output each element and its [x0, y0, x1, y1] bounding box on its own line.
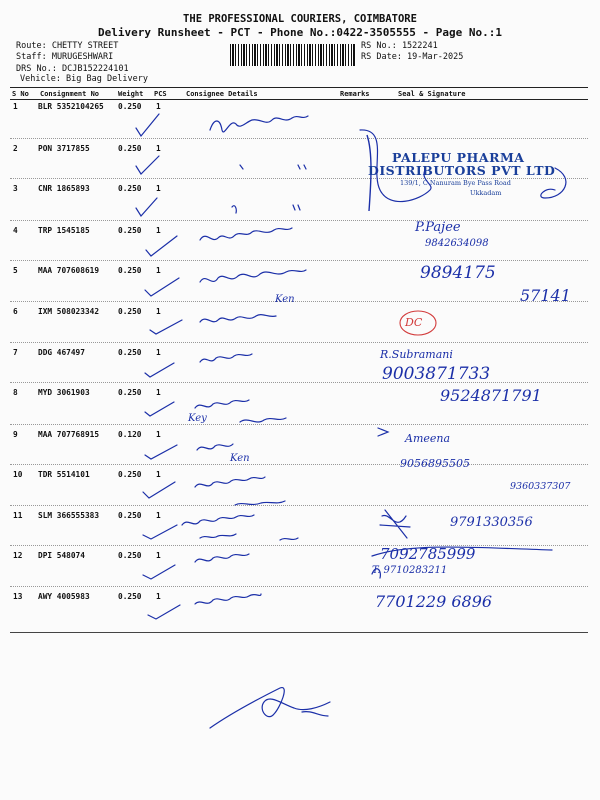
- row-pcs: 1: [156, 307, 161, 316]
- rs-date: RS Date: 19-Mar-2025: [361, 52, 464, 62]
- row-weight: 0.250: [118, 388, 142, 397]
- seal-phone-4: 9842634098: [425, 238, 489, 249]
- row-weight: 0.250: [118, 144, 142, 153]
- stamp-company-line1: PALEPU PHARMA: [392, 150, 525, 165]
- row-weight: 0.250: [118, 470, 142, 479]
- row-weight: 0.120: [118, 430, 142, 439]
- row-sno: 6: [13, 307, 18, 316]
- tick-mark: [145, 445, 177, 459]
- tick-mark: [146, 236, 177, 256]
- row-sno: 7: [13, 348, 18, 357]
- seal-phone-9: 9056895505: [400, 457, 470, 470]
- tick-mark: [145, 278, 179, 296]
- row-sno: 12: [13, 551, 23, 560]
- row-sno: 1: [13, 102, 18, 111]
- row-sno: 4: [13, 226, 18, 235]
- tick-mark: [143, 482, 175, 498]
- row-pcs: 1: [156, 511, 161, 520]
- row-consignment-no: DPI 548074: [38, 551, 85, 560]
- row-pcs: 1: [156, 430, 161, 439]
- seal-phone-10: 9360337307: [510, 481, 571, 492]
- row-pcs: 1: [156, 266, 161, 275]
- row-pcs: 1: [156, 551, 161, 560]
- stamp-city: Ukkadam: [470, 189, 502, 197]
- tick-mark: [145, 363, 174, 377]
- tick-mark: [136, 156, 159, 174]
- tick-mark: [143, 565, 175, 579]
- row-pcs: 1: [156, 348, 161, 357]
- col-seal: Seal & Signature: [398, 90, 466, 98]
- tick-mark: [145, 402, 174, 416]
- seal-phone-13: 7701229 6896: [375, 592, 493, 611]
- col-remarks: Remarks: [340, 90, 370, 98]
- seal-phone-5: 9894175: [420, 263, 496, 283]
- rs-number: RS No.: 1522241: [361, 41, 438, 51]
- row-sno: 5: [13, 266, 18, 275]
- row-consignment-no: TRP 1545185: [38, 226, 90, 235]
- row-consignment-no: DDG 467497: [38, 348, 85, 357]
- seal-phone-11: 9791330356: [450, 515, 533, 530]
- tick-mark: [136, 114, 159, 136]
- row-sno: 11: [13, 511, 23, 520]
- row-sno: 9: [13, 430, 18, 439]
- row-consignment-no: PON 3717855: [38, 144, 90, 153]
- row-sno: 3: [13, 184, 18, 193]
- seal-name-7: R.Subramani: [380, 348, 453, 361]
- seal-name-9: Ameena: [405, 432, 451, 445]
- row-pcs: 1: [156, 592, 161, 601]
- stamp-company-line2: DISTRIBUTORS PVT LTD: [368, 163, 556, 178]
- dc-mark: DC: [405, 316, 423, 329]
- tick-mark: [148, 605, 180, 619]
- row-pcs: 1: [156, 388, 161, 397]
- row-consignment-no: SLM 366555383: [38, 511, 100, 520]
- seal-code-5: 57141: [520, 286, 571, 305]
- col-sno: S No: [12, 90, 29, 98]
- row-consignment-no: TDR 5514101: [38, 470, 90, 479]
- company-title: THE PROFESSIONAL COURIERS, COIMBATORE: [183, 13, 417, 25]
- consignee-note-8: Key: [188, 413, 207, 424]
- col-pcs: PCS: [154, 90, 167, 98]
- seal-phone-7: 9003871733: [382, 364, 491, 384]
- row-sno: 2: [13, 144, 18, 153]
- seal-name-4: P.Pajee: [415, 220, 461, 235]
- row-consignment-no: MYD 3061903: [38, 388, 90, 397]
- row-weight: 0.250: [118, 226, 142, 235]
- row-weight: 0.250: [118, 592, 142, 601]
- row-pcs: 1: [156, 184, 161, 193]
- row-weight: 0.250: [118, 102, 142, 111]
- staff-label: Staff: MURUGESHWARI: [16, 52, 114, 62]
- row-consignment-no: MAA 707768915: [38, 430, 100, 439]
- row-weight: 0.250: [118, 551, 142, 560]
- col-consignee: Consignee Details: [186, 90, 258, 98]
- row-sno: 13: [13, 592, 23, 601]
- row-weight: 0.250: [118, 307, 142, 316]
- consignee-note-5: Ken: [275, 294, 295, 305]
- seal-phone-8: 9524871791: [440, 386, 542, 405]
- route-label: Route: CHETTY STREET: [16, 41, 119, 51]
- stamp-address: 139/1, C Nanuram Bye Pass Road: [400, 179, 511, 187]
- row-consignment-no: IXM 508023342: [38, 307, 100, 316]
- row-pcs: 1: [156, 226, 161, 235]
- consignee-note-9: Ken: [230, 453, 250, 464]
- row-sno: 8: [13, 388, 18, 397]
- row-consignment-no: MAA 707608619: [38, 266, 100, 275]
- seal-phone-12: 7092785999: [380, 545, 476, 563]
- row-weight: 0.250: [118, 348, 142, 357]
- row-pcs: 1: [156, 102, 161, 111]
- tick-mark: [150, 320, 182, 334]
- row-pcs: 1: [156, 144, 161, 153]
- row-sno: 10: [13, 470, 23, 479]
- row-weight: 0.250: [118, 184, 142, 193]
- tick-mark: [136, 198, 157, 216]
- drs-number: DRS No.: DCJB152224101: [16, 64, 129, 74]
- row-pcs: 1: [156, 470, 161, 479]
- col-consignment: Consignment No: [40, 90, 100, 98]
- col-weight: Weight: [118, 90, 144, 98]
- row-weight: 0.250: [118, 511, 142, 520]
- row-weight: 0.250: [118, 266, 142, 275]
- vehicle-label: Vehicle: Big Bag Delivery: [20, 74, 148, 84]
- seal-phone-12b: T. 9710283211: [372, 565, 448, 576]
- row-consignment-no: BLR 5352104265: [38, 102, 104, 111]
- runsheet-subtitle: Delivery Runsheet - PCT - Phone No.:0422-3505555 - Page No.:1: [98, 26, 502, 39]
- row-consignment-no: CNR 1865893: [38, 184, 90, 193]
- tick-mark: [143, 525, 177, 539]
- row-consignment-no: AWY 4005983: [38, 592, 90, 601]
